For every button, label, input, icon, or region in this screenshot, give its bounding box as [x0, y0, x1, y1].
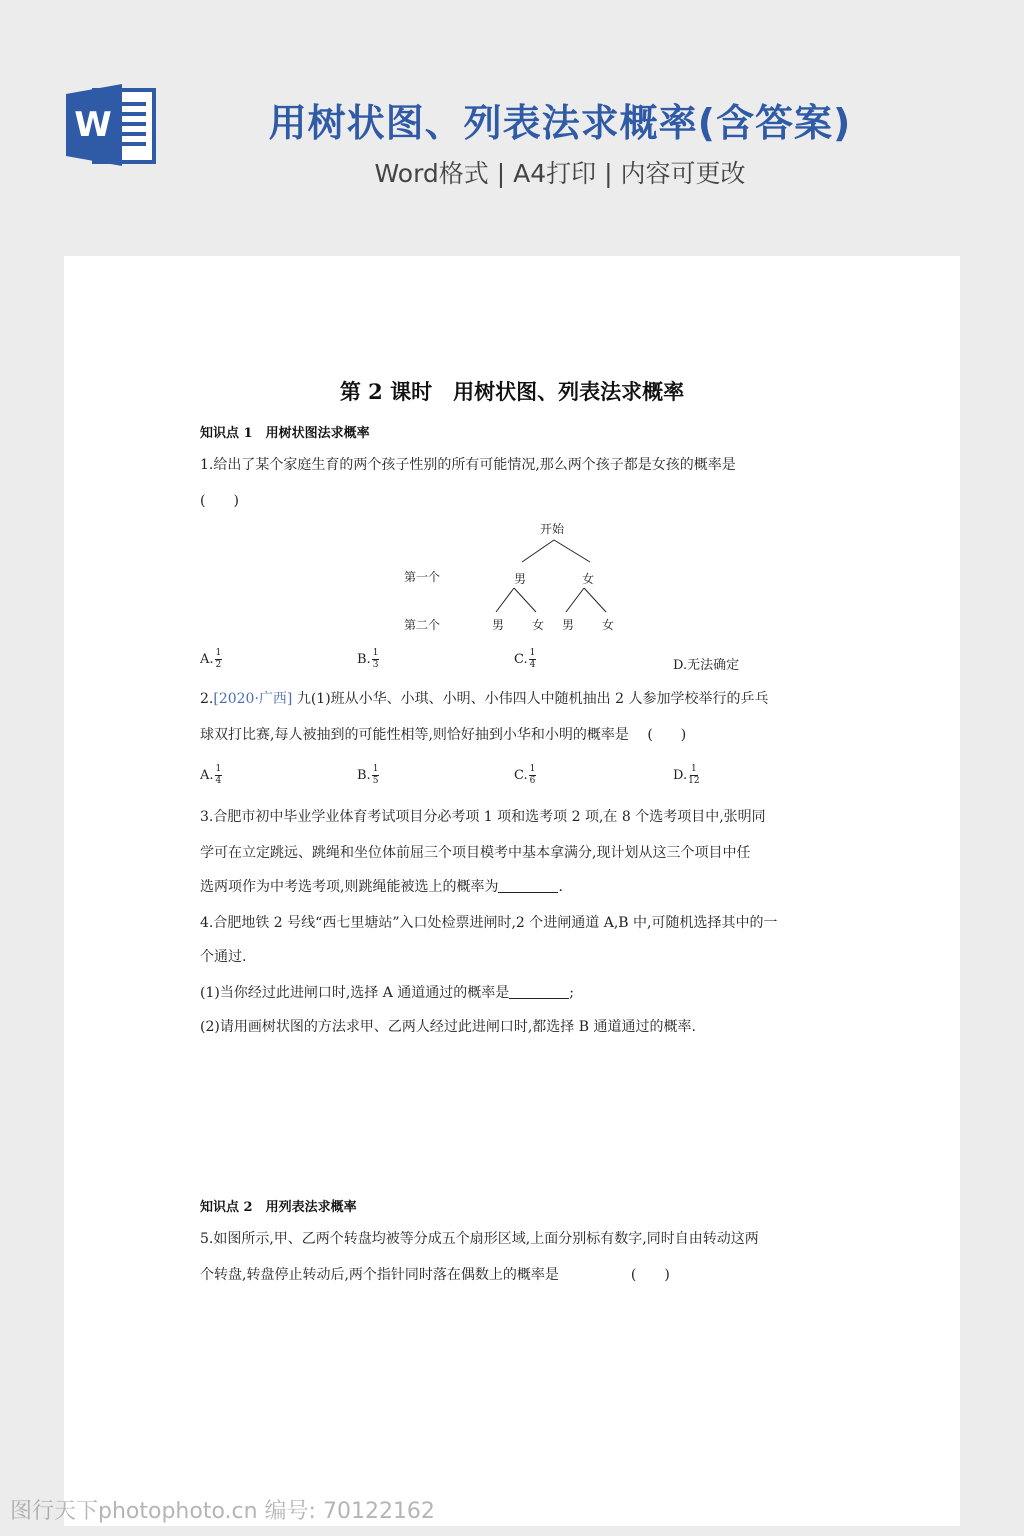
tree-root: 开始 [540, 522, 565, 536]
q3-answer-blank[interactable] [498, 879, 558, 893]
q1-paren: ( ) [200, 493, 239, 509]
q3-line-2: 学可在立定跳远、跳绳和坐位体前屈三个项目模考中基本拿满分,现计划从这三个项目中任 [200, 845, 751, 861]
document-title: 第 2 课时 用树状图、列表法求概率 [339, 379, 685, 404]
q4-answer-blank[interactable] [509, 985, 569, 999]
q4-part-2: (2)请用画树状图的方法求甲、乙两人经过此进闸口时,都选择 B 通道通过的概率. [200, 1019, 696, 1035]
q5-line-1: 5.如图所示,甲、乙两个转盘均被等分成五个扇形区域,上面分别标有数字,同时自由转动这两 [200, 1231, 759, 1247]
watermark: 图行天下photophoto.cn 编号: 70122162 [10, 1499, 435, 1524]
word-logo-letter: W [74, 105, 112, 145]
tree-level1-label: 第一个 [404, 570, 441, 584]
tree-leaf: 女 [532, 618, 545, 632]
q1-option-d[interactable]: D.无法确定 [673, 658, 740, 673]
tree-node-boy: 男 [514, 572, 527, 586]
q2-line-1: 2.[2020·广西] 九(1)班从小华、小琪、小明、小伟四人中随机抽出 2 人参加学校举行的乒乓 [200, 691, 769, 707]
section-heading-2: 知识点 2 用列表法求概率 [200, 1200, 357, 1215]
q2-line-2: 球双打比赛,每人被抽到的可能性相等,则恰好抽到小华和小明的概率是 ( ) [200, 727, 687, 743]
tree-node-girl: 女 [582, 572, 595, 586]
q1-options [200, 648, 828, 678]
q5-line-2: 个转盘,转盘停止转动后,两个指针同时落在偶数上的概率是 ( ) [200, 1267, 670, 1283]
q3-line-3: 选两项作为中考选考项,则跳绳能被选上的概率为 . [200, 879, 563, 895]
q4-line-1: 4.合肥地铁 2 号线“西七里塘站”入口处检票进闸时,2 个进闸通道 A,B 中,可随机选择其中的一 [200, 915, 778, 931]
q1-option-a[interactable]: A. $\frac{1}{2}$ [200, 648, 222, 670]
q2-option-d[interactable]: D. $\frac{1}{12}$ [673, 764, 700, 786]
q1-option-c[interactable]: C. $\frac{1}{4}$ [514, 648, 536, 670]
document-page [64, 256, 960, 1526]
q1-text: 1.给出了某个家庭生育的两个孩子性别的所有可能情况,那么两个孩子都是女孩的概率是 [200, 457, 736, 473]
q3-line-1: 3.合肥市初中毕业学业体育考试项目分必考项 1 项和选考项 2 项,在 8 个选考项目中,张明同 [200, 809, 766, 825]
section-heading-1: 知识点 1 用树状图法求概率 [200, 426, 370, 441]
tree-leaf: 男 [492, 618, 505, 632]
tree-level2-label: 第二个 [404, 618, 441, 632]
q2-option-c[interactable]: C. $\frac{1}{6}$ [514, 764, 536, 786]
q4-part-1: (1)当你经过此进闸口时,选择 A 通道通过的概率是 ; [200, 985, 575, 1001]
word-document-icon [64, 82, 156, 168]
tree-leaf: 男 [562, 618, 575, 632]
q1-option-b[interactable]: B. $\frac{1}{3}$ [357, 648, 379, 670]
q2-source: [2020·广西] [213, 691, 293, 707]
q2-option-a[interactable]: A. $\frac{1}{4}$ [200, 764, 222, 786]
tree-diagram [394, 516, 634, 640]
tree-leaf: 女 [602, 618, 615, 632]
q2-option-b[interactable]: B. $\frac{1}{5}$ [357, 764, 379, 786]
q2-options [200, 764, 828, 794]
banner-title: 用树状图、列表法求概率(含答案) [268, 101, 852, 145]
q4-line-2: 个通过. [200, 949, 247, 965]
banner-subtitle: Word格式 | A4打印 | 内容可更改 [374, 159, 746, 188]
